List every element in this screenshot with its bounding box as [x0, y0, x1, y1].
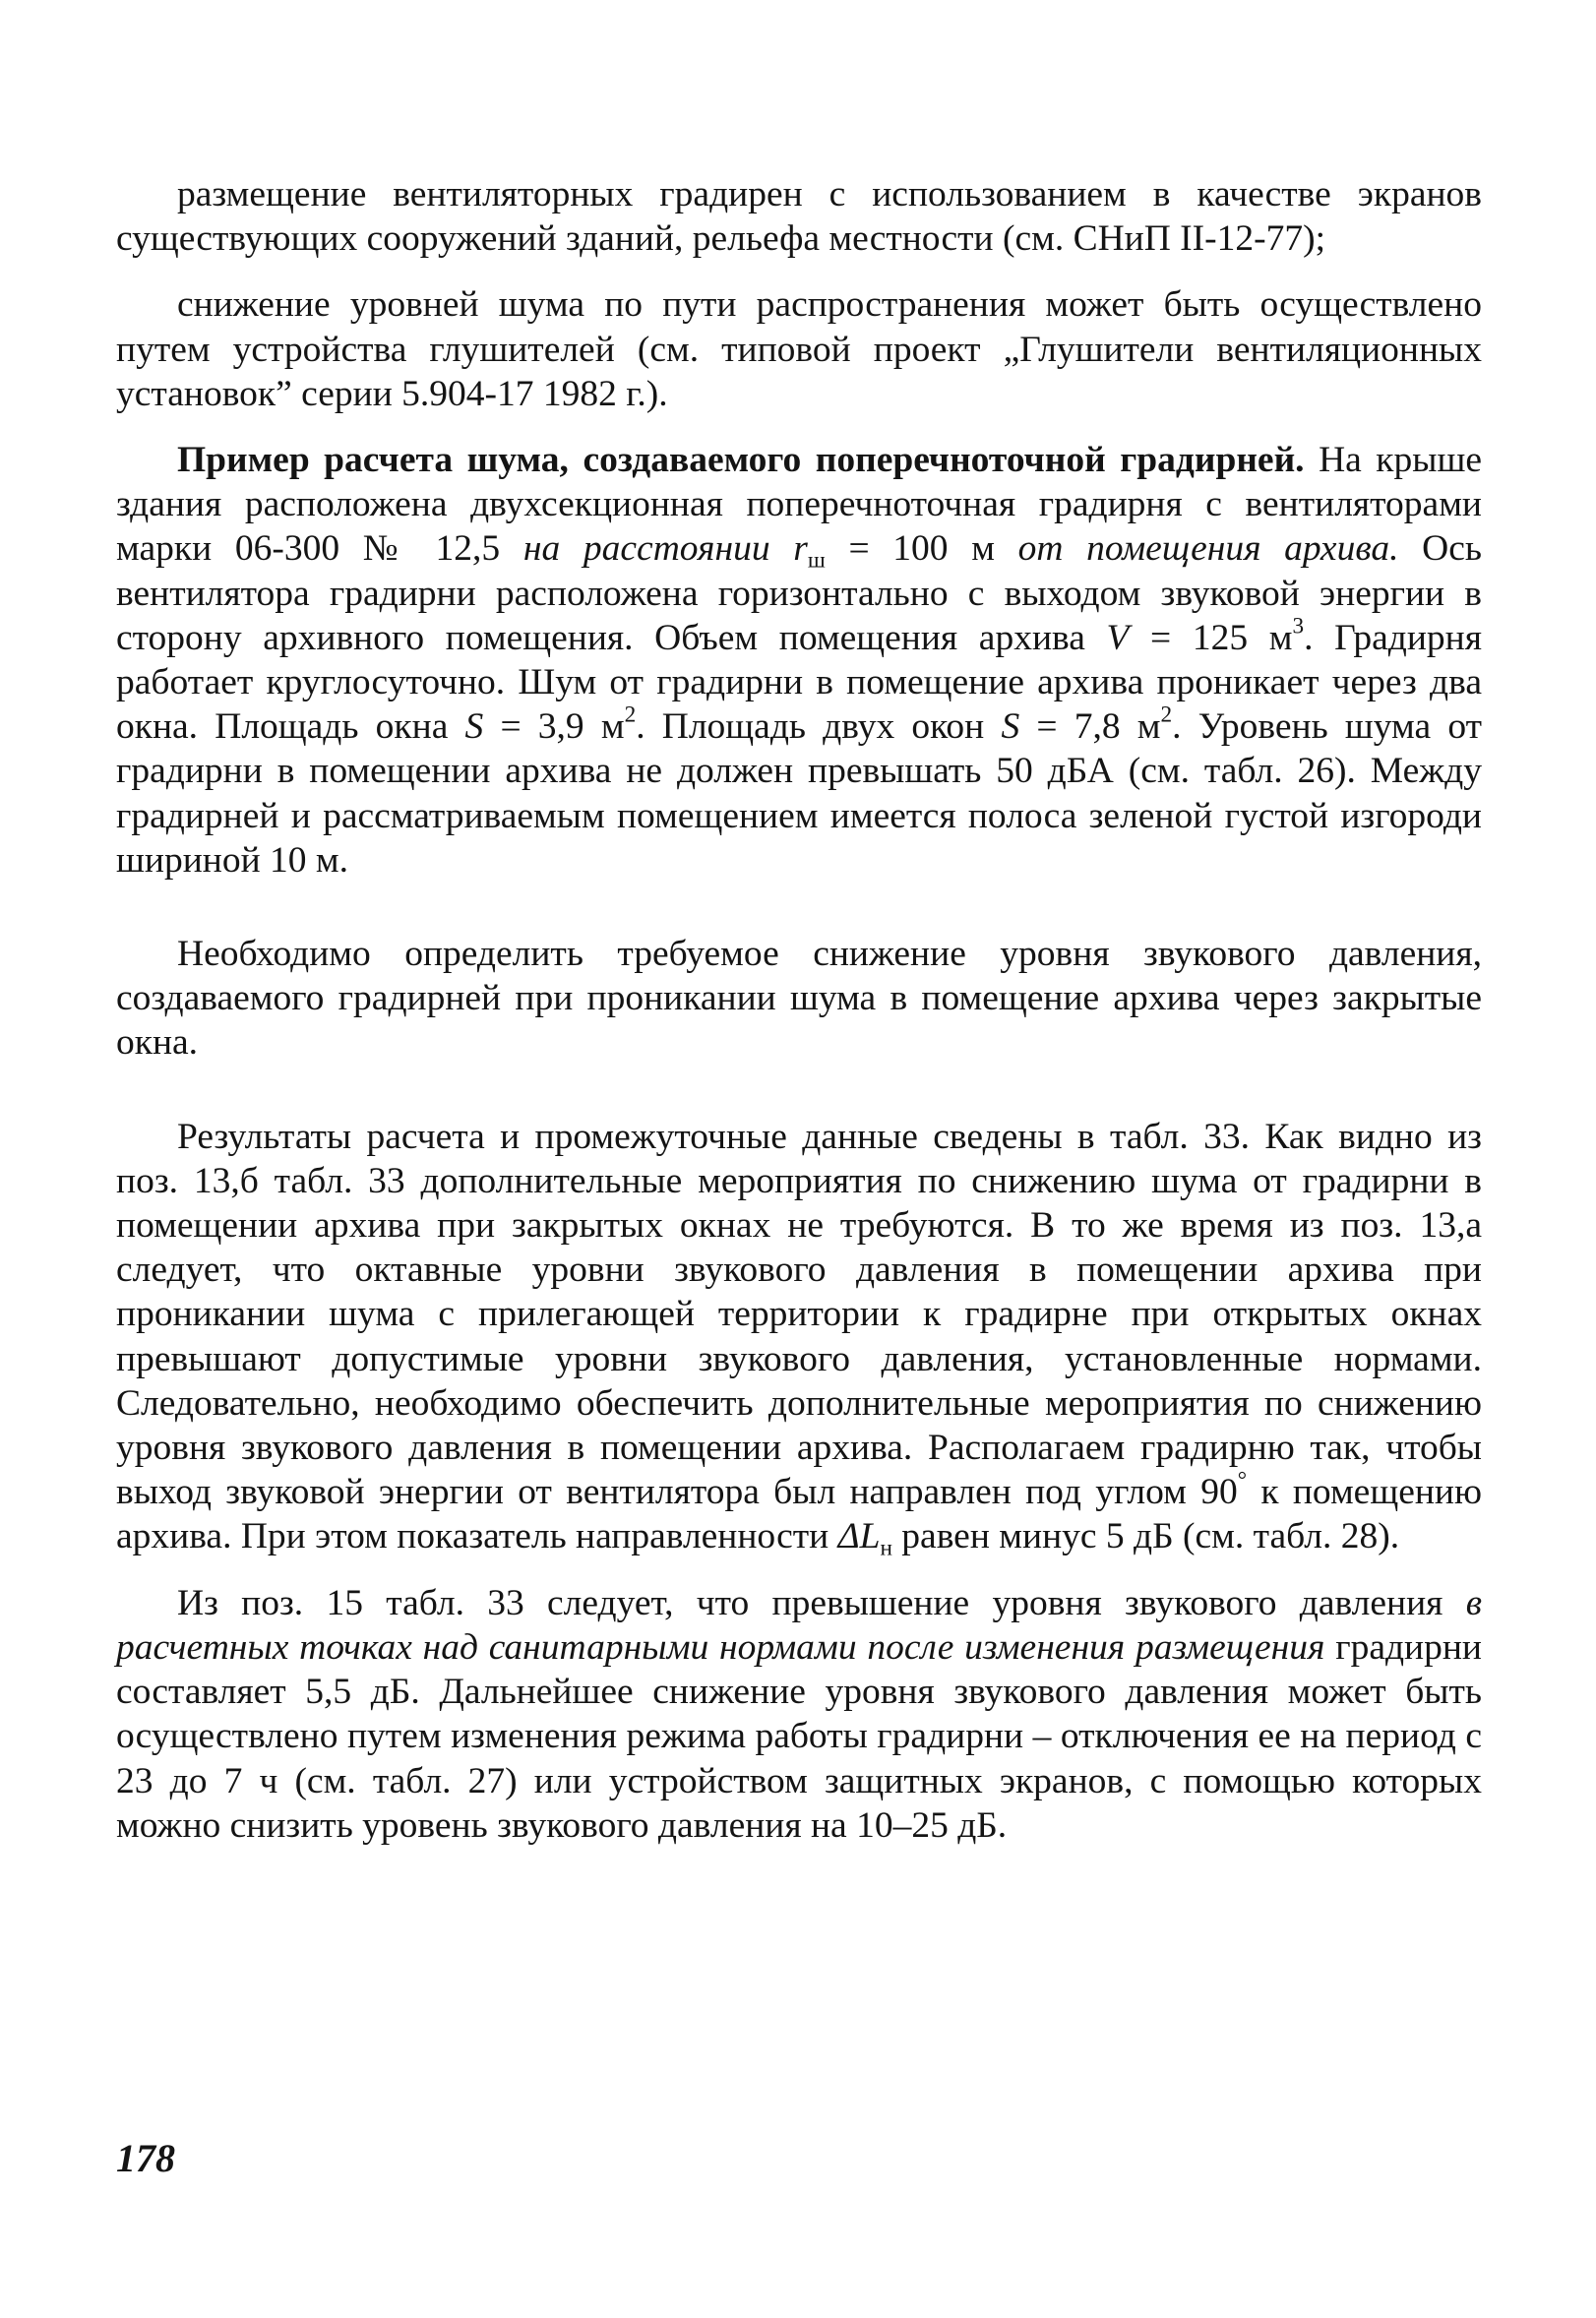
- paragraph-fan-cooling-tower-placement: размещение вентиляторных градирен с использованием в качестве экранов существующих сооружений зданий, рельефа местности (см. СНиП II-12-77);: [116, 174, 1482, 260]
- degree-sign: °: [1237, 1467, 1248, 1494]
- example-text: . Градирня работает круглосуточно. Шум от градирни в помещение архива проникает через два окна. Площадь окна: [116, 617, 1482, 748]
- cubic-superscript: 3: [1292, 613, 1305, 640]
- results-text: Результаты расчета и промежуточные данные сведены в табл. 33. Как видно из поз. 13,б табл. 33 дополнительные мероприятия по снижению шума от градирни в помещении архива при закрытых окнах не требуются. В то же время из поз. 13,а следует, что октавные уровни звукового давления в помещении архива при проникании шума с прилегающей территории к градирне при открытых окнах превышают допустимые уровни звукового давления, установленные нормами. Следовательно, необходимо обеспечить дополнительные мероприятия по снижению уровня звукового давления в помещении архива. Располагаем градирню так, чтобы выход звуковой энергии от вентилятора был направлен под углом 90: [116, 1116, 1482, 1513]
- paragraph-results: [116, 1115, 1482, 1559]
- example-text: . Площадь двух окон: [636, 706, 1002, 748]
- paragraph-task-statement: Необходимо определить требуемое снижение уровня звукового давления, создаваемого градирней при проникании шума в помещение архива через закрытые окна.: [116, 934, 1482, 1064]
- area-value: = 3,9 м: [483, 706, 625, 748]
- paragraph-conclusion: [116, 1581, 1482, 1848]
- conclusion-text: Из поз. 15 табл. 33 следует, что превышение уровня звукового давления: [177, 1582, 1466, 1623]
- example-text: На крыше здания расположена двухсекционная поперечноточная градирня с вентиляторами марки 06-300 № 12,5: [116, 440, 1482, 570]
- volume-value: = 125 м: [1129, 617, 1293, 658]
- square-superscript: 2: [624, 702, 637, 728]
- conclusion-text-italic: в расчетных точках над санитарными нормами после изменения размещения: [116, 1582, 1482, 1668]
- square-superscript: 2: [1160, 702, 1173, 728]
- example-text-italic: на расстоянии: [522, 528, 794, 570]
- paragraph-noise-silencers: снижение уровней шума по пути распространения может быть осуществлено путем устройства глушителей (см. типовой проект „Глушители вентиляционных установок” серии 5.904-17 1982 г.).: [116, 284, 1482, 414]
- example-heading: Пример расчета шума, создаваемого поперечноточной градирней.: [177, 440, 1305, 481]
- area-symbol: S: [1001, 706, 1020, 748]
- example-text-italic: от помещения архива.: [1017, 528, 1399, 570]
- page-body: [116, 172, 1482, 1848]
- results-text: к помещению архива. При этом показатель направленности: [116, 1472, 1483, 1557]
- distance-value: = 100 м: [825, 528, 1018, 570]
- results-text: равен минус 5 дБ (см. табл. 28).: [891, 1516, 1400, 1557]
- distance-symbol: r: [793, 528, 808, 570]
- distance-subscript: ш: [807, 547, 826, 574]
- example-text: Ось вентилятора градирни расположена горизонтально с выходом звуковой энергии в сторону архивного помещения. Объем помещения архива: [116, 528, 1482, 658]
- conclusion-text: градирни составляет 5,5 дБ. Дальнейшее снижение уровня звукового давления может быть осуществлено путем изменения режима работы градирни – отключения ее на период с 23 до 7 ч (см. табл. 27) или устройством защитных экранов, с помощью которых можно снизить уровень звукового давления на 10–25 дБ.: [116, 1626, 1482, 1846]
- volume-symbol: V: [1106, 617, 1130, 658]
- example-text: . Уровень шума от градирни в помещении архива не должен превышать 50 дБА (см. табл. 26). Между градирней и рассматриваемым помещением имеется полоса зеленой густой изгороди шириной 10 м.: [116, 706, 1482, 881]
- directivity-symbol: ΔL: [837, 1516, 881, 1557]
- page-number: 178: [116, 2136, 175, 2180]
- area-value: = 7,8 м: [1019, 706, 1161, 748]
- directivity-subscript: н: [880, 1535, 892, 1561]
- area-symbol: S: [464, 706, 484, 748]
- paragraph-calculation-example: [116, 438, 1482, 883]
